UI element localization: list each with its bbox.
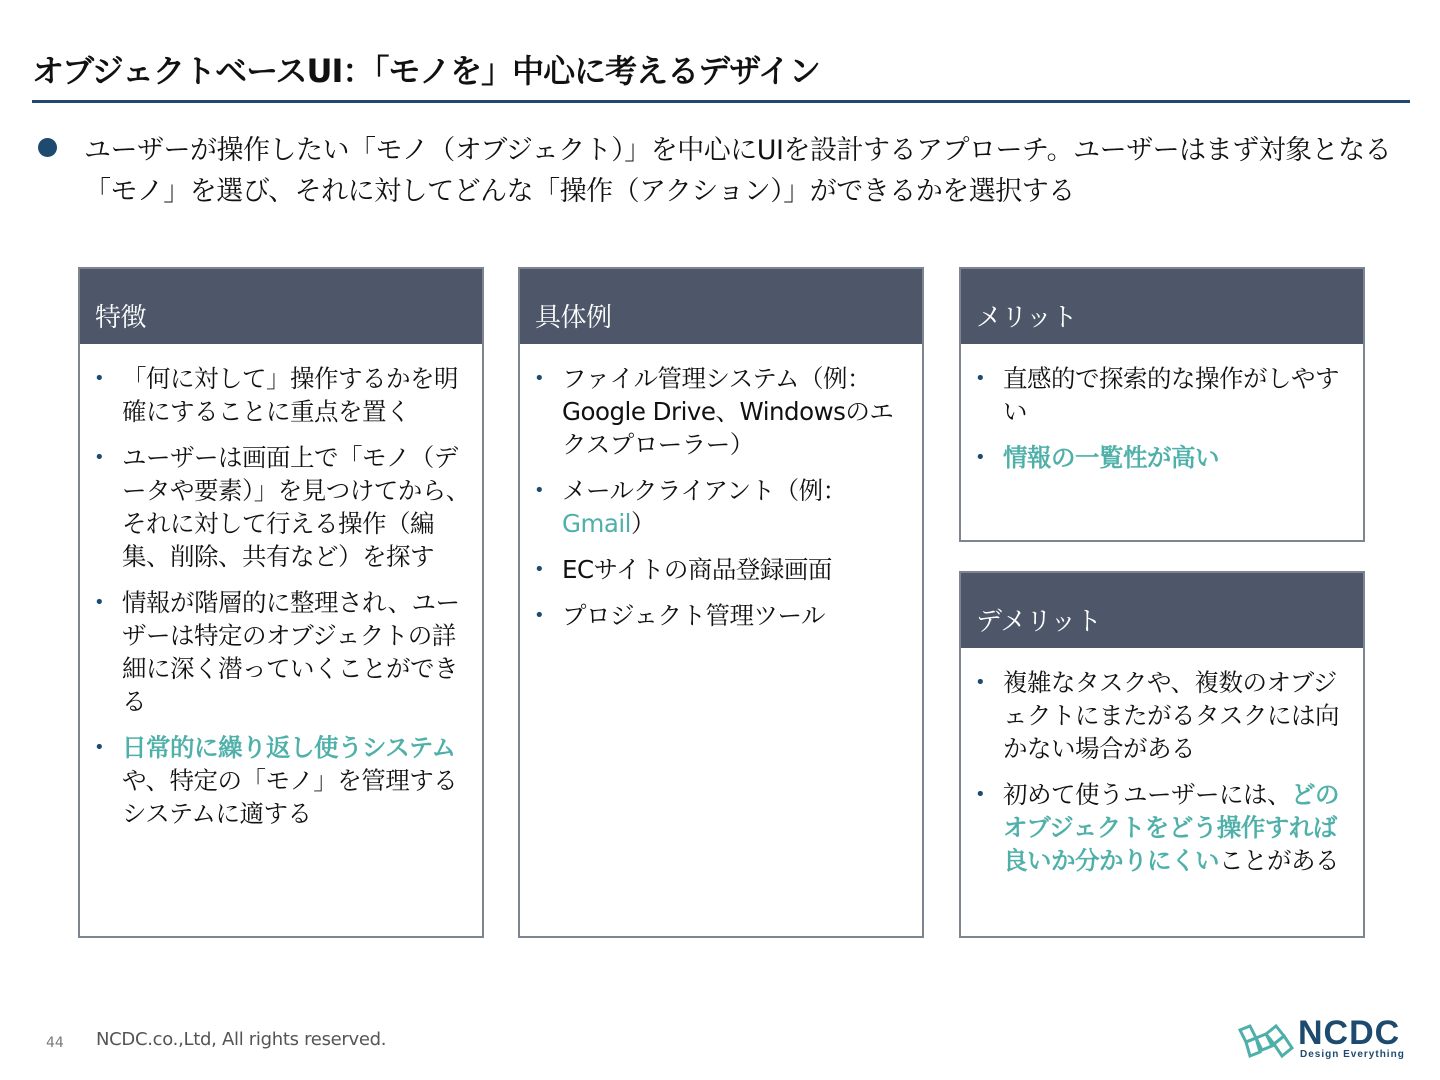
features-list (80, 344, 482, 830)
examples-list (520, 344, 922, 632)
copyright-notice: NCDC.co.,Ltd, All rights reserved. (96, 1029, 387, 1050)
bullet-icon: • (534, 559, 545, 580)
title-divider (32, 100, 1410, 103)
list-item (94, 586, 470, 718)
bullet-icon: • (975, 672, 986, 693)
bullet-icon: • (94, 447, 105, 468)
item-text-suffix: ことがある (1219, 846, 1339, 875)
item-text: 複雑なタスクや、複数のオブジェクトにまたがるタスクには向かない場合がある (1003, 668, 1339, 763)
item-highlight: 日常的に繰り返し使うシステム (122, 733, 456, 762)
bullet-icon: • (975, 368, 986, 389)
bullet-icon: • (94, 737, 105, 758)
item-text: 直感的で探索的な操作がしやすい (1003, 364, 1339, 426)
item-text: ECサイトの商品登録画面 (562, 555, 832, 584)
bullet-icon: • (534, 368, 545, 389)
item-highlight: Gmail (562, 509, 631, 538)
demerits-heading: デメリット (961, 573, 1363, 648)
merits-heading: メリット (961, 269, 1363, 344)
item-text: 初めて使うユーザーには、 (1003, 780, 1291, 809)
item-highlight: 情報の一覧性が高い (1003, 443, 1219, 472)
examples-heading: 具体例 (520, 269, 922, 344)
item-highlight: どのオブジェクトをどう操作すれば良いか分かりにくい (1003, 780, 1339, 875)
bullet-icon: • (534, 605, 545, 626)
lead-paragraph (38, 130, 1408, 212)
demerits-card (959, 571, 1365, 938)
slide-title: オブジェクトベースUI：「モノを」中心に考えるデザイン (32, 52, 820, 90)
merits-list (961, 344, 1363, 474)
item-text: メールクライアント（例： (562, 476, 847, 505)
features-heading: 特徴 (80, 269, 482, 344)
logo-tagline: Design Everything (1300, 1049, 1405, 1060)
item-text: 情報が階層的に整理され、ユーザーは特定のオブジェクトの詳細に深く潜っていくことができる (122, 588, 460, 716)
list-item (534, 474, 910, 540)
list-item (975, 666, 1351, 765)
company-logo (1236, 1016, 1412, 1062)
item-text: 「何に対して」操作するかを明確にすることに重点を置く (122, 364, 458, 426)
list-item (975, 778, 1351, 877)
lead-text: ユーザーが操作したい「モノ（オブジェクト）」を中心にUIを設計するアプローチ。ユーザーはまず対象となる「モノ」を選び、それに対してどんな「操作（アクション）」ができるかを選択する (84, 135, 1392, 207)
bullet-icon: • (94, 368, 105, 389)
list-item (534, 362, 910, 461)
item-text: ユーザーは画面上で「モノ（データや要素）」を見つけてから、それに対して行える操作（編集、削除、共有など）を探す (122, 443, 470, 571)
list-item (94, 731, 470, 830)
logo-mark-icon (1236, 1016, 1298, 1062)
demerits-list (961, 648, 1363, 877)
list-item (975, 441, 1351, 474)
lead-bullet-icon (38, 138, 57, 157)
bullet-icon: • (975, 784, 986, 805)
list-item (94, 441, 470, 573)
bullet-icon: • (534, 480, 545, 501)
logo-wordmark: NCDC (1298, 1014, 1401, 1052)
item-text-suffix: ） (630, 509, 655, 538)
bullet-icon: • (94, 592, 105, 613)
list-item (975, 362, 1351, 428)
item-text: ファイル管理システム（例：Google Drive、Windowsのエクスプローラー） (562, 364, 894, 459)
merits-card (959, 267, 1365, 542)
page-number: 44 (46, 1035, 64, 1051)
list-item (534, 599, 910, 632)
item-text: や、特定の「モノ」を管理するシステムに適する (122, 766, 458, 828)
features-card (78, 267, 484, 938)
list-item (94, 362, 470, 428)
bullet-icon: • (975, 447, 986, 468)
examples-card (518, 267, 924, 938)
list-item (534, 553, 910, 586)
item-text: プロジェクト管理ツール (562, 601, 826, 630)
